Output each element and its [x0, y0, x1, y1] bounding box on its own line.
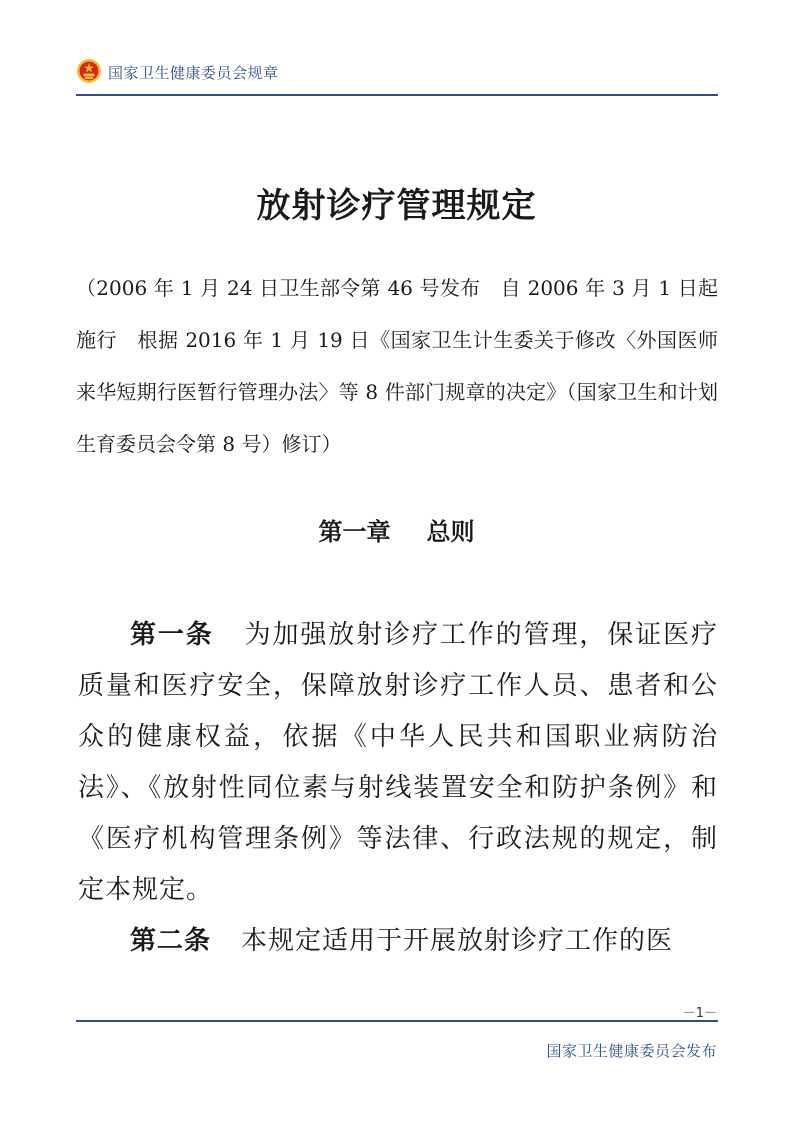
- footer-divider: [76, 1020, 718, 1022]
- page-header: [76, 56, 718, 96]
- article-text: 为加强放射诊疗工作的管理，保证医疗质量和医疗安全，保障放射诊疗工作人员、患者和公众的健康权益，依据《中华人民共和国职业病防治法》、《放射性同位素与射线装置安全和防护条例》和《医疗机构管理条例》等法律、行政法规的规定，制定本规定。: [78, 620, 718, 905]
- national-emblem-icon: [76, 58, 102, 84]
- document-title: 放射诊疗管理规定: [256, 186, 537, 226]
- article-label: 第一条: [130, 620, 214, 650]
- page-number: －1－: [682, 1006, 717, 1021]
- article-label: 第二条: [130, 926, 212, 956]
- chapter-heading: [0, 512, 793, 547]
- chapter-name: 总则: [426, 518, 475, 546]
- document-subtitle: （2006 年 1 月 24 日卫生部令第 46 号发布 自 2006 年 3 月 1 日起施行 根据 2016 年 1 月 19 日《国家卫生计生委关于修改〈外国医师来华短期行医暂行管理办法〉等 8 件部门规章的决定》（国家卫生和计划生育委员会令第 8 号）修订）: [76, 276, 718, 456]
- footer-publisher: 国家卫生健康委员会发布: [546, 1042, 717, 1060]
- header-title: 国家卫生健康委员会规章: [108, 64, 279, 82]
- article-2: [78, 916, 718, 967]
- chapter-number: 第一章: [318, 518, 391, 546]
- article-1: [78, 610, 718, 916]
- article-text: 本规定适用于开展放射诊疗工作的医: [241, 926, 674, 956]
